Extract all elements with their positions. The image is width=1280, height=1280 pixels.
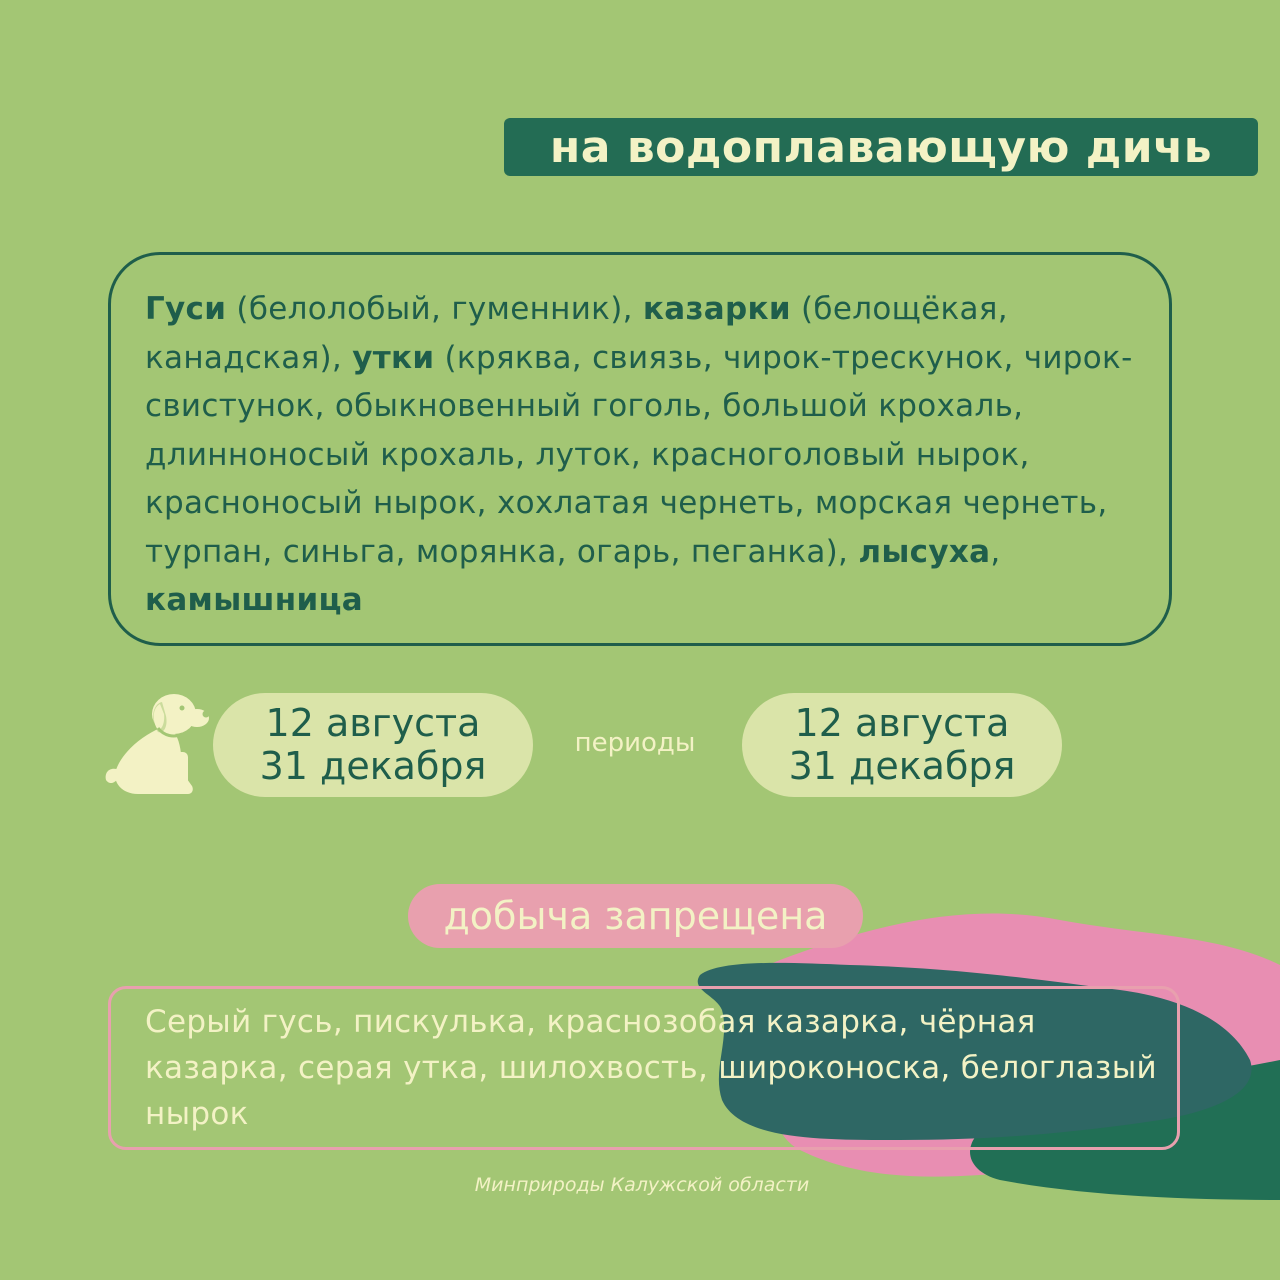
species-brants-list: (белощёкая, канадская), — [145, 291, 1008, 376]
page-title: на водоплавающую дичь — [504, 118, 1258, 176]
species-coot: лысуха — [858, 533, 991, 570]
species-group-geese: Гуси — [145, 291, 227, 327]
species-geese-list: (белолобый, гуменник), — [226, 291, 643, 327]
species-group-brants: казарки — [642, 291, 791, 327]
periods-label: периоды — [574, 728, 696, 758]
banned-species-text: Серый гусь, пискулька, краснозобая казарка, чёрная казарка, серая утка, шилохвость, широконоска, белоглазый нырок — [145, 1004, 1157, 1132]
ban-label: добыча запрещена — [408, 884, 863, 948]
species-ducks-list: (кряква, свиязь, чирок-трескунок, чирок-свистунок, обыкновенный гоголь, большой крохаль, длинноносый крохаль, луток, красноголовый нырок, красноносый нырок, хохлатая чернеть, морская чернеть, турпан, синьга, морянка, огарь, пеганка), — [145, 339, 1133, 570]
period-left-start: 12 августа — [265, 701, 481, 745]
species-group-ducks: утки — [352, 339, 435, 376]
species-moorhen: камышница — [145, 582, 363, 618]
species-separator: , — [990, 533, 1001, 570]
period-right-start: 12 августа — [794, 701, 1010, 745]
period-left-end: 31 декабря — [259, 744, 487, 788]
period-right-end: 31 декабря — [788, 744, 1016, 788]
banned-panel — [108, 986, 1180, 1150]
footer-credit: Минприроды Калужской области — [474, 1174, 810, 1196]
